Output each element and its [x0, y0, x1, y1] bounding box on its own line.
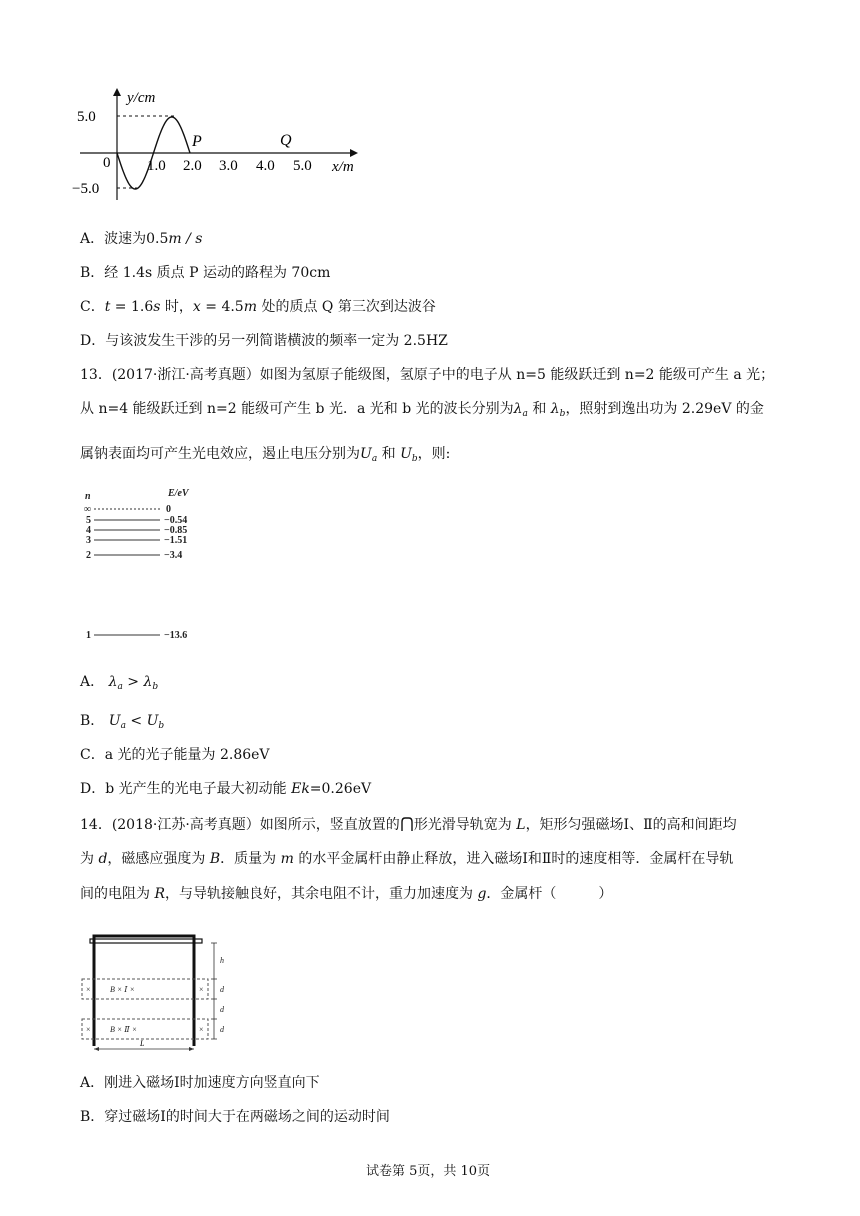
cross-1-left: ×	[86, 985, 91, 994]
q13-stem-line-1: 13．(2017·浙江·高考真题）如图为氢原子能级图，氢原子中的电子从 n=5 能级跃迁到 n=2 能级可产生 a 光；	[80, 367, 775, 383]
lambda-b: λ	[550, 401, 560, 417]
q14-line2-d: 的水平金属杆由静止释放，进入磁场Ⅰ和Ⅱ时的速度相等．金属杆在导轨	[293, 851, 734, 867]
q14-line3-c: ．金属杆（ ）	[486, 886, 613, 902]
x-tick-1: 1.0	[147, 158, 166, 174]
q13-line3-a: 属钠表面均可产生光电效应，遏止电压分别为	[80, 446, 360, 462]
q14-g: g	[477, 886, 487, 902]
u-b-sub: b	[411, 454, 418, 464]
q12-option-a	[80, 228, 202, 248]
x-tick-3: 3.0	[219, 158, 238, 174]
q12-option-c-t-val: = 1.6	[110, 299, 154, 315]
q14-line3-b: ，与导轨接触良好，其余电阻不计，重力加速度为	[165, 886, 478, 902]
q14-option-b: B．穿过磁场Ⅰ的时间大于在两磁场之间的运动时间	[80, 1109, 390, 1125]
q14-line2-b: ，磁感应强度为	[107, 851, 210, 867]
q12-option-a-prefix: A．波速为	[80, 231, 147, 247]
dim-d-1: d	[220, 985, 224, 994]
cross-2-right: ×	[199, 1025, 204, 1034]
q13-opt-a-gt: >	[122, 674, 144, 690]
q13-opt-b-sub-b: b	[158, 721, 165, 731]
y-tick-bottom: −5.0	[72, 181, 100, 197]
dim-d-3: d	[220, 1025, 224, 1034]
q14-option-a: A．刚进入磁场Ⅰ时加速度方向竖直向下	[80, 1075, 320, 1091]
level-n-4: 4	[86, 525, 91, 536]
q13-opt-d-ek: Ek	[291, 781, 310, 797]
width-label: L	[140, 1039, 145, 1048]
q12-option-c-m: m	[243, 299, 257, 315]
q12-option-c-t: t	[104, 299, 111, 315]
q12-option-a-value: 0.5	[146, 231, 169, 247]
q14-stem-line-2	[80, 848, 733, 868]
y-axis-label: y/cm	[127, 90, 156, 106]
x-tick-2: 2.0	[183, 158, 202, 174]
lambda-b-sub: b	[559, 409, 566, 419]
x-axis-label: x/m	[332, 159, 354, 175]
u-b: U	[400, 446, 412, 462]
q14-B: B	[209, 851, 221, 867]
field-1-label: B × Ⅰ ×	[110, 985, 135, 994]
q14-d: d	[98, 851, 108, 867]
point-p-label: P	[192, 133, 202, 150]
q14-line2-a: 为	[80, 851, 99, 867]
q12-option-c-s: s	[153, 299, 161, 315]
q14-line1-b: 形光滑导轨宽为	[413, 817, 517, 833]
point-q-label: Q	[280, 132, 292, 149]
level-header-n: n	[85, 491, 91, 502]
q13-stem-line-2	[80, 398, 764, 419]
q13-line2-a: 从 n=4 能级跃迁到 n=2 能级可产生 b 光．a 光和 b 光的波长分别为	[80, 401, 514, 417]
level-e-inf: 0	[166, 504, 171, 515]
level-n-inf: ∞	[84, 504, 92, 515]
dim-h: h	[220, 956, 224, 965]
q13-and-2: 和	[377, 446, 401, 462]
level-e-2: −3.4	[164, 550, 183, 561]
cross-1-right: ×	[199, 985, 204, 994]
q13-opt-a-sub-a: a	[117, 682, 123, 692]
q13-option-d	[80, 778, 371, 798]
level-n-3: 3	[86, 535, 91, 546]
q13-and: 和	[527, 401, 551, 417]
lambda-a-sub: a	[522, 409, 528, 419]
field-region-1	[82, 979, 208, 999]
level-n-2: 2	[86, 550, 91, 561]
y-tick-zero: 0	[103, 155, 111, 171]
q13-opt-b-lt: <	[125, 713, 147, 729]
level-e-4: −0.85	[164, 525, 188, 536]
x-tick-5: 5.0	[293, 158, 312, 174]
cross-2-left: ×	[86, 1025, 91, 1034]
level-e-1: −13.6	[164, 630, 188, 641]
q13-option-b	[80, 710, 164, 731]
q13-option-a-prefix: A．	[80, 674, 105, 690]
u-a: U	[360, 446, 372, 462]
level-e-3: −1.51	[164, 535, 188, 546]
q13-option-a	[80, 671, 158, 692]
q13-opt-d-a: D．b 光产生的光电子最大初动能	[80, 781, 292, 797]
energy-level-diagram	[80, 485, 220, 645]
dim-d-2: d	[220, 1005, 224, 1014]
q13-opt-b-sub-a: a	[120, 721, 126, 731]
level-e-5: −0.54	[164, 515, 188, 526]
q14-line2-c: ．质量为	[220, 851, 281, 867]
lambda-a: λ	[513, 401, 523, 417]
level-header-e: E/eV	[168, 488, 189, 499]
field-2-label: B × Ⅱ ×	[110, 1025, 138, 1034]
metal-rod	[90, 939, 202, 943]
level-n-5: 5	[86, 515, 91, 526]
page-footer: 试卷第 5页，共 10页	[366, 1164, 491, 1179]
q14-line1-a: 14．(2018·江苏·高考真题）如图所示，竖直放置的	[80, 817, 400, 833]
q12-option-c-mid: 时，	[160, 299, 193, 315]
level-n-1: 1	[86, 630, 91, 641]
q12-option-a-unit: m / s	[168, 231, 203, 247]
q13-line3-b: ，则:	[417, 446, 451, 462]
q14-line3-a: 间的电阻为	[80, 886, 155, 902]
q13-opt-d-b: =0.26eV	[309, 781, 372, 797]
wave-figure	[70, 80, 370, 200]
q14-line1-c: ，矩形匀强磁场Ⅰ、Ⅱ的高和间距均	[525, 817, 737, 833]
q12-option-d: D．与该波发生干涉的另一列简谐横波的频率一定为 2.5HZ	[80, 333, 448, 349]
rail-field-figure	[78, 930, 238, 1055]
u-a-sub: a	[371, 454, 378, 464]
q13-opt-a-sub-b: b	[152, 682, 159, 692]
q12-option-b: B．经 1.4s 质点 P 运动的路程为 70cm	[80, 265, 331, 281]
q13-opt-b-u-a: U	[108, 713, 121, 729]
q14-m: m	[280, 851, 294, 867]
q14-L: L	[516, 817, 526, 833]
rail-frame	[94, 936, 194, 1046]
q14-stem-line-3	[80, 883, 612, 903]
q12-option-c-rest: 处的质点 Q 第三次到达波谷	[257, 299, 436, 315]
y-tick-top: 5.0	[77, 109, 96, 125]
q13-opt-b-u-b: U	[146, 713, 159, 729]
pi-shape-icon	[400, 817, 414, 831]
x-tick-4: 4.0	[256, 158, 275, 174]
q13-line2-b: ，照射到逸出功为 2.29eV 的金	[565, 401, 764, 417]
q12-option-c	[80, 296, 436, 316]
q13-opt-a-lambda-a: λ	[108, 674, 118, 690]
q14-R: R	[154, 886, 165, 902]
q13-opt-a-lambda-b: λ	[143, 674, 153, 690]
q13-option-b-prefix: B．	[80, 713, 105, 729]
field-region-2	[82, 1019, 208, 1039]
q13-stem-line-3	[80, 443, 450, 464]
y-axis-arrow	[113, 88, 121, 96]
q13-option-c: C．a 光的光子能量为 2.86eV	[80, 747, 270, 763]
q12-option-c-x: x	[192, 299, 201, 315]
q14-stem-line-1	[80, 814, 737, 834]
q12-option-c-x-val: = 4.5	[200, 299, 244, 315]
q12-option-c-prefix: C．	[80, 299, 105, 315]
x-axis-arrow	[350, 149, 358, 157]
